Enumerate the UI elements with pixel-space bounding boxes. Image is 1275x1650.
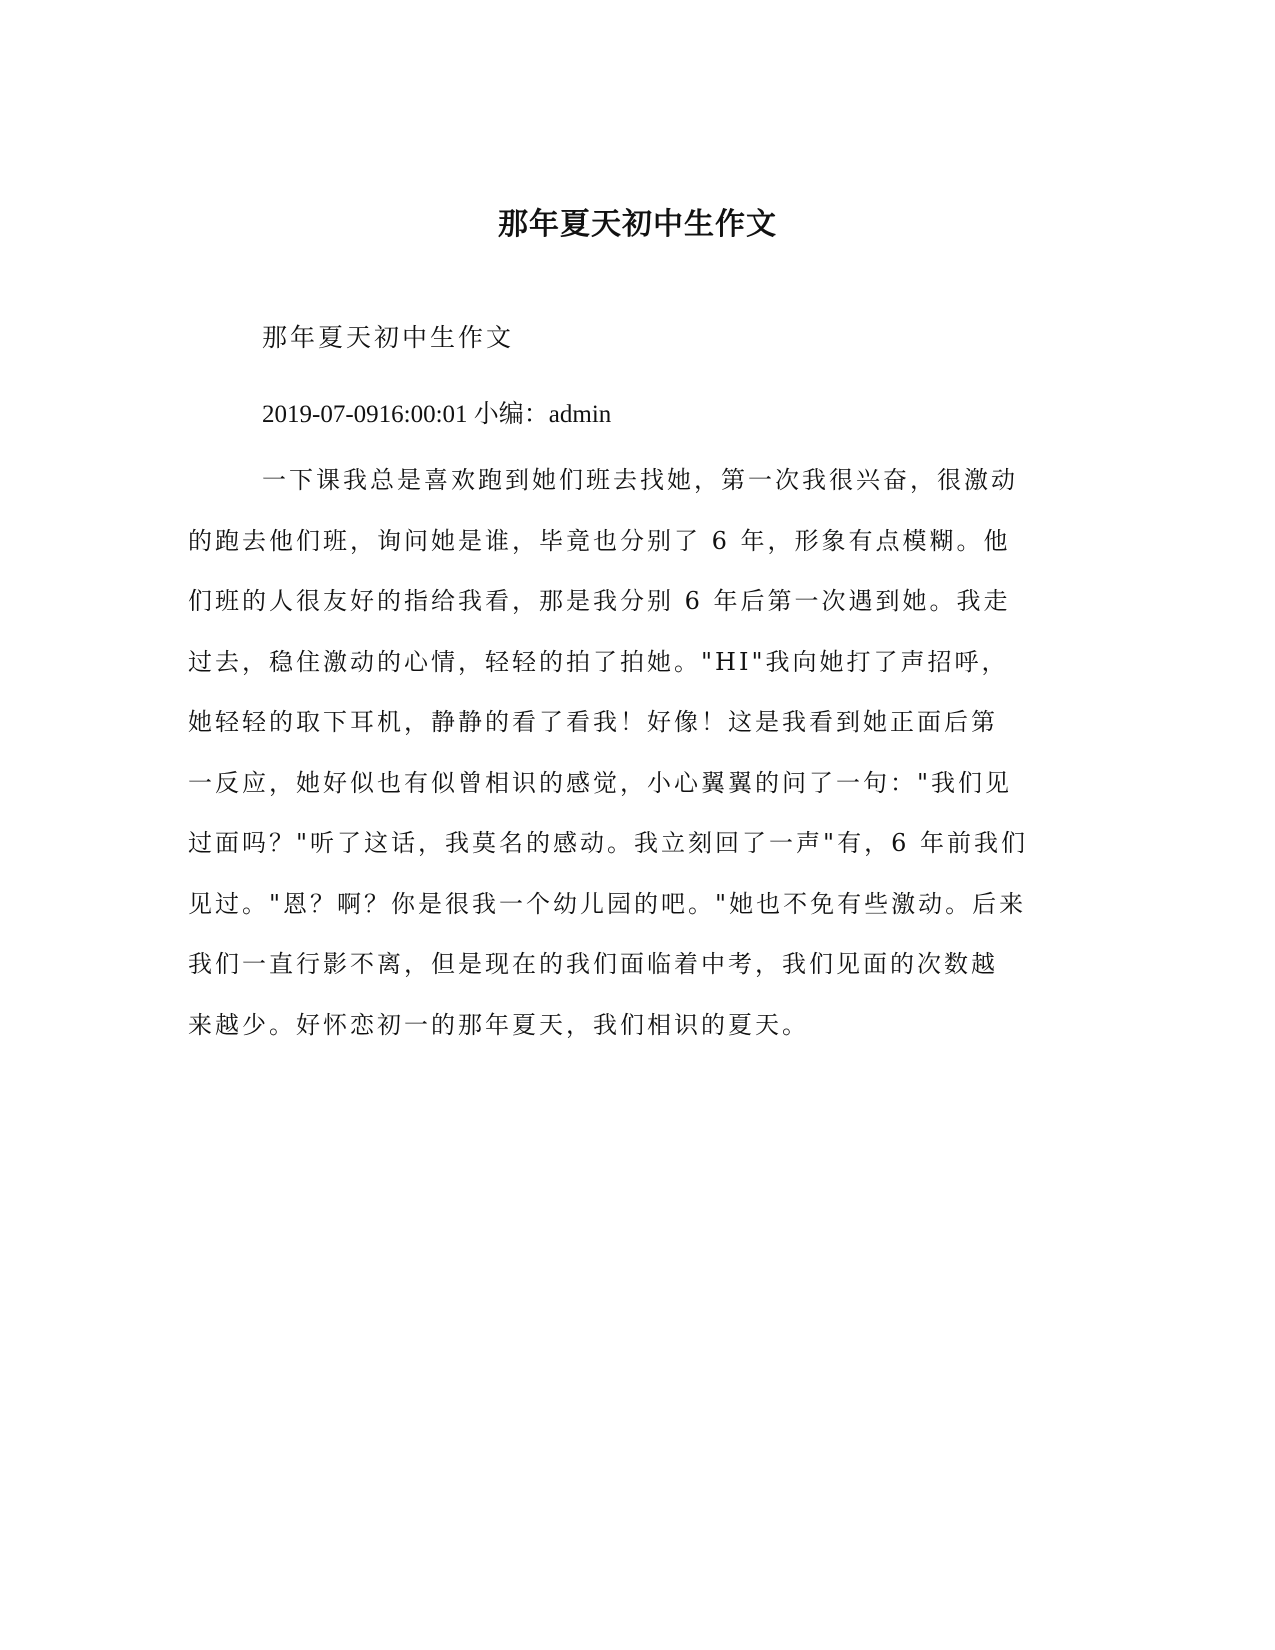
body-line: 一反应，她好似也有似曾相识的感觉，小心翼翼的问了一句："我们见: [188, 768, 1013, 797]
body-line: 过去，稳住激动的心情，轻轻的拍了拍她。"HI"我向她打了声招呼，: [188, 647, 1009, 676]
article-body: [188, 450, 1083, 1055]
body-line: 过面吗？"听了这话，我莫名的感动。我立刻回了一声"有，6 年前我们: [188, 829, 1028, 857]
body-line: 的跑去他们班，询问她是谁，毕竟也分别了 6 年，形象有点模糊。他: [188, 526, 1011, 555]
body-line: 们班的人很友好的指给我看，那是我分别 6 年后第一次遇到她。我走: [188, 587, 1011, 615]
body-line: 见过。"恩？啊？你是很我一个幼儿园的吧。"她也不免有些激动。后来: [188, 889, 1027, 918]
body-line: 一下课我总是喜欢跑到她们班去找她，第一次我很兴奋，很激动: [262, 466, 1018, 494]
document-title: 那年夏天初中生作文: [498, 207, 777, 242]
article-subtitle: 那年夏天初中生作文: [262, 323, 515, 352]
body-line: 我们一直行影不离，但是现在的我们面临着中考，我们见面的次数越: [188, 950, 998, 978]
article-meta: 2019-07-0916:00:01 小编：admin: [262, 401, 612, 428]
body-line: 来越少。好怀恋初一的那年夏天，我们相识的夏天。: [188, 1010, 809, 1039]
body-line: 她轻轻的取下耳机，静静的看了看我！好像！这是我看到她正面后第: [188, 708, 998, 736]
